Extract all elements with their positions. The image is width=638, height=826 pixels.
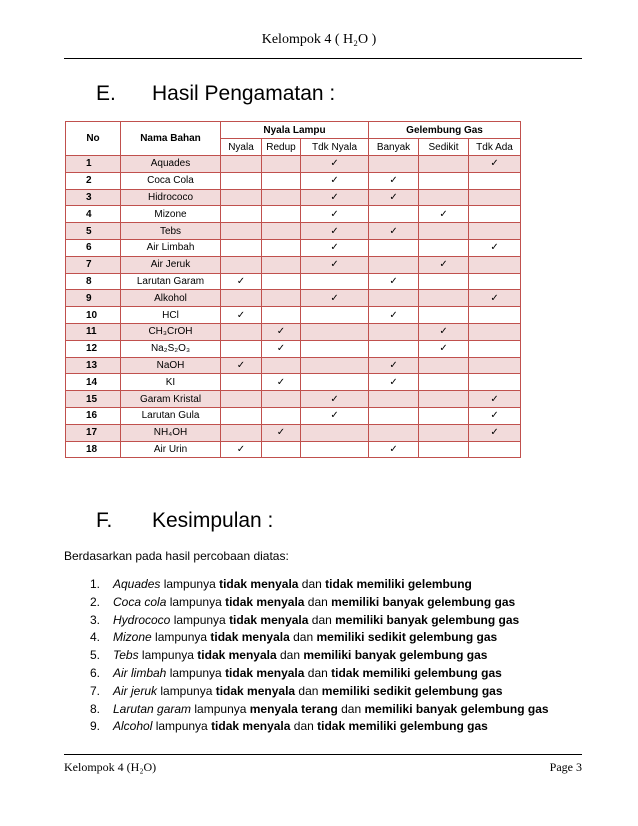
page-header: Kelompok 4 ( H₂O )	[261, 32, 377, 47]
conclusion-item	[90, 683, 549, 701]
empty-cell	[262, 206, 301, 223]
check-icon: ✓	[419, 340, 469, 357]
check-icon: ✓	[369, 374, 419, 391]
connector-text: lampunya	[166, 594, 226, 609]
connector-text: dan	[276, 648, 304, 663]
check-icon: ✓	[301, 391, 369, 408]
check-icon: ✓	[419, 256, 469, 273]
empty-cell	[221, 256, 262, 273]
connector-text: dan	[289, 630, 317, 645]
empty-cell	[419, 391, 469, 408]
result-phrase: memiliki sedikit gelembung gas	[321, 683, 503, 698]
material-name: Larutan Garam	[121, 273, 221, 290]
result-phrase: tidak menyala	[225, 665, 305, 680]
conclusion-item	[90, 665, 549, 683]
empty-cell	[419, 307, 469, 324]
item-number: 3.	[90, 612, 101, 627]
row-number: 7	[66, 256, 121, 273]
conclusion-item	[90, 612, 549, 630]
check-icon: ✓	[469, 424, 521, 441]
empty-cell	[419, 374, 469, 391]
intro-text: Berdasarkan pada hasil percobaan diatas:	[64, 549, 289, 563]
connector-text: lampunya	[151, 630, 211, 645]
check-icon: ✓	[221, 273, 262, 290]
empty-cell	[221, 239, 262, 256]
material-name: Tebs	[121, 223, 221, 240]
conclusion-item	[90, 718, 549, 736]
conclusion-item	[90, 647, 549, 665]
check-icon: ✓	[301, 239, 369, 256]
empty-cell	[301, 424, 369, 441]
check-icon: ✓	[469, 407, 521, 424]
conclusion-item	[90, 576, 549, 594]
connector-text: dan	[304, 665, 332, 680]
check-icon: ✓	[369, 172, 419, 189]
conclusion-item	[90, 629, 549, 647]
connector-text: dan	[295, 683, 322, 698]
empty-cell	[262, 357, 301, 374]
connector-text: dan	[308, 612, 336, 627]
empty-cell	[221, 290, 262, 307]
row-number: 6	[66, 239, 121, 256]
empty-cell	[469, 323, 521, 340]
result-phrase: memiliki banyak gelembung gas	[303, 648, 488, 663]
row-number: 1	[66, 156, 121, 173]
row-number: 12	[66, 340, 121, 357]
empty-cell	[369, 323, 419, 340]
page-footer	[64, 760, 582, 775]
table-row	[66, 424, 521, 441]
footer-left: Kelompok 4 (H₂O)	[64, 760, 157, 774]
table-row	[66, 323, 521, 340]
row-number: 10	[66, 307, 121, 324]
table-row	[66, 223, 521, 240]
empty-cell	[369, 340, 419, 357]
observation-table	[65, 121, 521, 458]
section-e-heading	[96, 82, 335, 106]
empty-cell	[221, 323, 262, 340]
row-number: 17	[66, 424, 121, 441]
check-icon: ✓	[369, 357, 419, 374]
empty-cell	[369, 156, 419, 173]
empty-cell	[369, 290, 419, 307]
check-icon: ✓	[262, 340, 301, 357]
empty-cell	[419, 239, 469, 256]
material-name: Garam Kristal	[121, 391, 221, 408]
empty-cell	[469, 206, 521, 223]
empty-cell	[262, 273, 301, 290]
empty-cell	[419, 273, 469, 290]
connector-text: dan	[304, 594, 332, 609]
empty-cell	[262, 189, 301, 206]
header-rule	[64, 58, 582, 59]
item-number: 2.	[90, 594, 101, 609]
connector-text: dan	[290, 719, 318, 734]
empty-cell	[419, 357, 469, 374]
material-term: Air limbah	[113, 665, 167, 680]
result-phrase: tidak menyala	[211, 719, 291, 734]
row-number: 2	[66, 172, 121, 189]
empty-cell	[469, 374, 521, 391]
table-row	[66, 340, 521, 357]
empty-cell	[221, 206, 262, 223]
empty-cell	[369, 256, 419, 273]
empty-cell	[369, 206, 419, 223]
material-name: Mizone	[121, 206, 221, 223]
row-number: 5	[66, 223, 121, 240]
result-phrase: tidak memiliki gelembung	[325, 577, 472, 591]
check-icon: ✓	[262, 374, 301, 391]
check-icon: ✓	[301, 172, 369, 189]
empty-cell	[262, 290, 301, 307]
connector-text: lampunya	[166, 665, 226, 680]
material-term: Aquades	[113, 577, 161, 591]
empty-cell	[469, 307, 521, 324]
empty-cell	[301, 374, 369, 391]
check-icon: ✓	[262, 323, 301, 340]
empty-cell	[301, 357, 369, 374]
empty-cell	[469, 189, 521, 206]
empty-cell	[469, 441, 521, 458]
check-icon: ✓	[369, 441, 419, 458]
check-icon: ✓	[221, 441, 262, 458]
empty-cell	[221, 189, 262, 206]
material-term: Air jeruk	[113, 683, 158, 698]
material-name: Air Urin	[121, 441, 221, 458]
empty-cell	[469, 340, 521, 357]
col-header-bahan: Nama Bahan	[121, 122, 221, 156]
empty-cell	[369, 424, 419, 441]
subheader: Tdk Ada	[469, 139, 521, 156]
table-row	[66, 407, 521, 424]
connector-text: lampunya	[170, 612, 230, 627]
empty-cell	[262, 223, 301, 240]
result-phrase: tidak memiliki gelembung gas	[331, 665, 502, 680]
conclusion-list	[90, 576, 549, 736]
table-row	[66, 357, 521, 374]
col-header-gas: Gelembung Gas	[369, 122, 521, 139]
conclusion-item	[90, 594, 549, 612]
result-phrase: memiliki sedikit gelembung gas	[316, 630, 498, 645]
empty-cell	[419, 223, 469, 240]
connector-text: lampunya	[191, 701, 250, 716]
connector-text: dan	[337, 701, 365, 716]
check-icon: ✓	[301, 189, 369, 206]
table-row	[66, 206, 521, 223]
empty-cell	[262, 307, 301, 324]
row-number: 18	[66, 441, 121, 458]
check-icon: ✓	[369, 273, 419, 290]
table-row	[66, 256, 521, 273]
table-row	[66, 290, 521, 307]
check-icon: ✓	[419, 323, 469, 340]
result-phrase: menyala terang	[249, 701, 338, 716]
result-phrase: tidak menyala	[197, 648, 277, 663]
empty-cell	[419, 290, 469, 307]
connector-text: lampunya	[138, 648, 198, 663]
check-icon: ✓	[419, 206, 469, 223]
result-phrase: tidak menyala	[219, 577, 299, 591]
item-number: 1.	[90, 577, 101, 591]
check-icon: ✓	[301, 156, 369, 173]
result-phrase: tidak menyala	[210, 630, 290, 645]
result-phrase: memiliki banyak gelembung gas	[364, 701, 549, 716]
check-icon: ✓	[469, 239, 521, 256]
check-icon: ✓	[301, 407, 369, 424]
empty-cell	[262, 256, 301, 273]
connector-text: lampunya	[152, 719, 212, 734]
empty-cell	[469, 256, 521, 273]
empty-cell	[221, 407, 262, 424]
check-icon: ✓	[469, 391, 521, 408]
empty-cell	[301, 307, 369, 324]
check-icon: ✓	[469, 156, 521, 173]
subheader: Redup	[262, 139, 301, 156]
material-term: Larutan garam	[113, 701, 192, 716]
empty-cell	[301, 340, 369, 357]
material-name: KI	[121, 374, 221, 391]
empty-cell	[469, 172, 521, 189]
empty-cell	[262, 156, 301, 173]
check-icon: ✓	[301, 256, 369, 273]
empty-cell	[262, 407, 301, 424]
table-body	[66, 156, 521, 458]
check-icon: ✓	[262, 424, 301, 441]
empty-cell	[301, 441, 369, 458]
item-number: 6.	[90, 665, 101, 680]
empty-cell	[469, 273, 521, 290]
row-number: 11	[66, 323, 121, 340]
table-row	[66, 189, 521, 206]
result-phrase: memiliki banyak gelembung gas	[335, 612, 520, 627]
empty-cell	[221, 172, 262, 189]
section-e-title: Hasil Pengamatan :	[152, 82, 336, 105]
empty-cell	[221, 223, 262, 240]
item-number: 4.	[90, 630, 101, 645]
result-phrase: memiliki banyak gelembung gas	[331, 594, 516, 609]
row-number: 3	[66, 189, 121, 206]
empty-cell	[369, 239, 419, 256]
item-number: 8.	[90, 701, 101, 716]
check-icon: ✓	[369, 223, 419, 240]
empty-cell	[262, 391, 301, 408]
col-header-no: No	[66, 122, 121, 156]
table-row	[66, 273, 521, 290]
material-name: NaOH	[121, 357, 221, 374]
connector-text: lampunya	[160, 577, 220, 591]
empty-cell	[419, 172, 469, 189]
check-icon: ✓	[369, 189, 419, 206]
section-f-heading	[96, 509, 273, 533]
material-term: Alcohol	[113, 719, 153, 734]
material-name: Larutan Gula	[121, 407, 221, 424]
material-name: Aquades	[121, 156, 221, 173]
result-phrase: tidak menyala	[215, 683, 296, 698]
item-number: 7.	[90, 683, 101, 698]
result-phrase: tidak menyala	[229, 612, 309, 627]
empty-cell	[221, 391, 262, 408]
table-row	[66, 307, 521, 324]
subheader: Tdk Nyala	[301, 139, 369, 156]
row-number: 9	[66, 290, 121, 307]
section-f-title: Kesimpulan :	[152, 509, 274, 532]
table-row	[66, 391, 521, 408]
empty-cell	[301, 273, 369, 290]
subheader: Nyala	[221, 139, 262, 156]
material-name: Alkohol	[121, 290, 221, 307]
connector-text: dan	[298, 577, 326, 591]
item-number: 9.	[90, 719, 101, 734]
material-name: Coca Cola	[121, 172, 221, 189]
empty-cell	[221, 340, 262, 357]
footer-rule	[64, 754, 582, 755]
connector-text: lampunya	[157, 683, 216, 698]
row-number: 14	[66, 374, 121, 391]
empty-cell	[369, 407, 419, 424]
check-icon: ✓	[301, 223, 369, 240]
empty-cell	[262, 172, 301, 189]
material-name: Na₂S₂O₃	[121, 340, 221, 357]
table-row	[66, 374, 521, 391]
table-row	[66, 156, 521, 173]
empty-cell	[469, 357, 521, 374]
item-number: 5.	[90, 648, 101, 663]
material-name: Air Jeruk	[121, 256, 221, 273]
empty-cell	[262, 239, 301, 256]
material-term: Coca cola	[113, 594, 167, 609]
empty-cell	[469, 223, 521, 240]
row-number: 4	[66, 206, 121, 223]
row-number: 13	[66, 357, 121, 374]
empty-cell	[262, 441, 301, 458]
row-number: 8	[66, 273, 121, 290]
material-term: Tebs	[113, 648, 139, 663]
empty-cell	[419, 156, 469, 173]
empty-cell	[369, 391, 419, 408]
check-icon: ✓	[221, 307, 262, 324]
subheader: Banyak	[369, 139, 419, 156]
section-e-letter: E.	[96, 82, 116, 105]
empty-cell	[221, 156, 262, 173]
check-icon: ✓	[301, 290, 369, 307]
material-name: Air Limbah	[121, 239, 221, 256]
footer-page: Page 3	[549, 760, 582, 774]
table-row	[66, 239, 521, 256]
empty-cell	[221, 424, 262, 441]
material-name: NH₄OH	[121, 424, 221, 441]
empty-cell	[419, 424, 469, 441]
table-row	[66, 172, 521, 189]
row-number: 16	[66, 407, 121, 424]
empty-cell	[419, 189, 469, 206]
material-name: HCl	[121, 307, 221, 324]
empty-cell	[301, 323, 369, 340]
row-number: 15	[66, 391, 121, 408]
result-phrase: tidak memiliki gelembung gas	[317, 719, 488, 734]
material-name: CH₃CrOH	[121, 323, 221, 340]
col-header-lampu: Nyala Lampu	[221, 122, 369, 139]
subheader: Sedikit	[419, 139, 469, 156]
empty-cell	[221, 374, 262, 391]
empty-cell	[419, 441, 469, 458]
material-term: Mizone	[113, 630, 152, 645]
section-f-letter: F.	[96, 509, 113, 532]
check-icon: ✓	[301, 206, 369, 223]
result-phrase: tidak menyala	[225, 594, 305, 609]
material-term: Hydrococo	[113, 612, 171, 627]
material-name: Hidrococo	[121, 189, 221, 206]
empty-cell	[419, 407, 469, 424]
check-icon: ✓	[221, 357, 262, 374]
check-icon: ✓	[469, 290, 521, 307]
conclusion-item	[90, 701, 549, 719]
check-icon: ✓	[369, 307, 419, 324]
table-row	[66, 441, 521, 458]
